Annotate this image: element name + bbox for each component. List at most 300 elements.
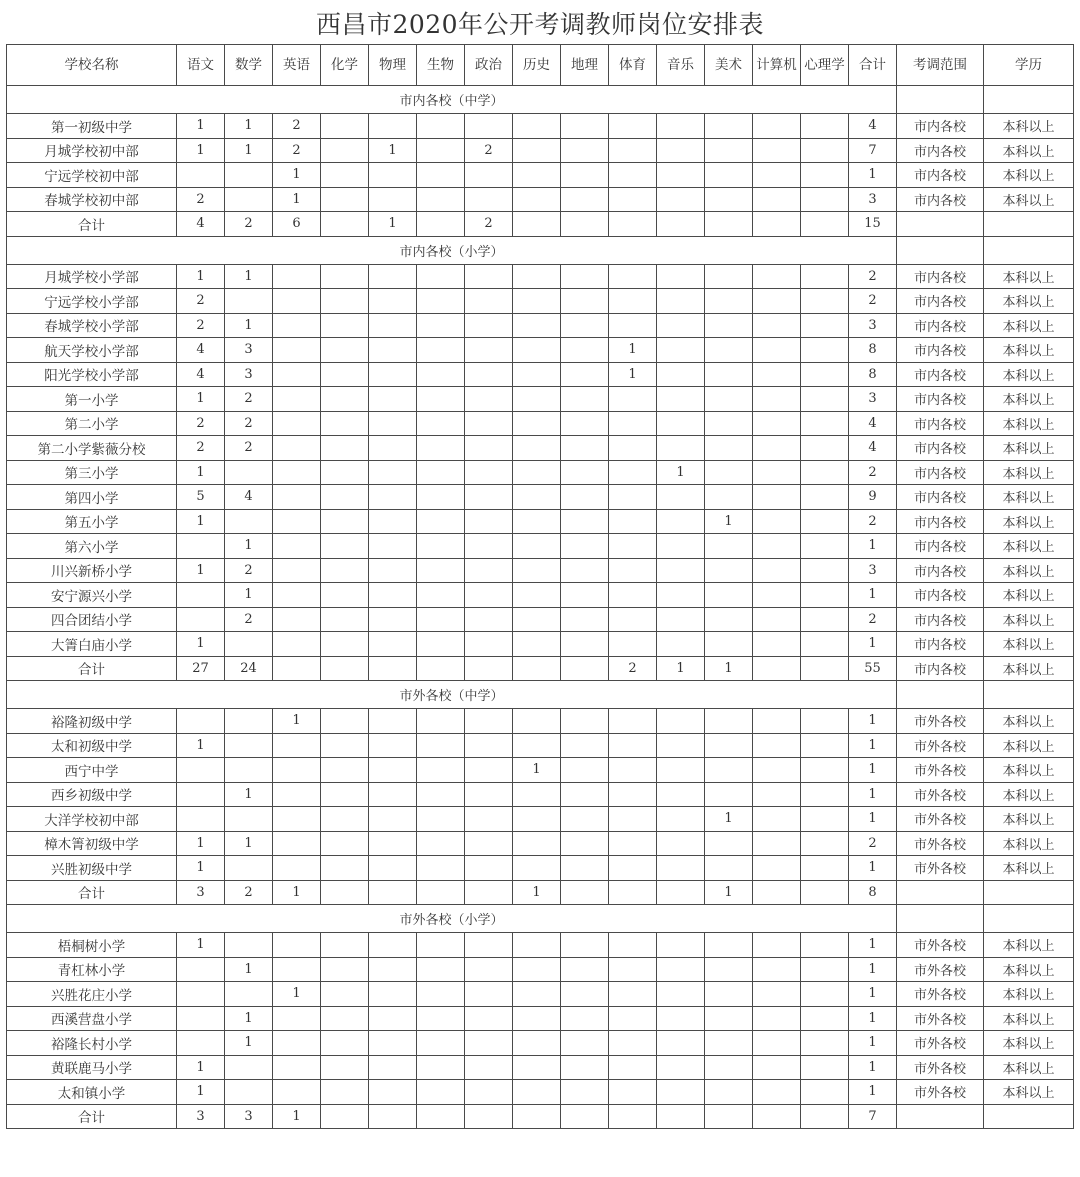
table-cell [753, 460, 801, 485]
column-header: 音乐 [657, 45, 705, 86]
table-cell [753, 387, 801, 412]
table-cell [321, 607, 369, 632]
table-cell: 7 [849, 138, 897, 163]
column-header: 美术 [705, 45, 753, 86]
table-cell [177, 957, 225, 982]
table-cell: 市内各校 [897, 289, 984, 314]
table-cell [273, 313, 321, 338]
table-cell: 市内各校 [897, 583, 984, 608]
table-row [7, 1080, 1074, 1105]
table-cell [273, 607, 321, 632]
table-cell [321, 558, 369, 583]
table-cell [273, 264, 321, 289]
table-cell [273, 831, 321, 856]
table-cell [705, 534, 753, 559]
table-cell [657, 313, 705, 338]
table-cell [561, 856, 609, 881]
table-cell: 本科以上 [984, 807, 1074, 832]
table-cell: 7 [849, 1104, 897, 1129]
table-cell: 1 [849, 1031, 897, 1056]
table-cell: 1 [273, 982, 321, 1007]
table-cell [417, 558, 465, 583]
table-cell [273, 485, 321, 510]
table-cell [513, 362, 561, 387]
table-cell [561, 289, 609, 314]
table-cell [753, 1080, 801, 1105]
table-cell [513, 138, 561, 163]
table-cell [657, 583, 705, 608]
table-cell: 1 [177, 632, 225, 657]
table-cell [465, 1104, 513, 1129]
table-row [7, 558, 1074, 583]
table-cell [513, 957, 561, 982]
table-cell: 本科以上 [984, 831, 1074, 856]
table-cell [705, 187, 753, 212]
table-cell [657, 387, 705, 412]
table-cell [561, 1080, 609, 1105]
table-cell: 本科以上 [984, 362, 1074, 387]
table-cell [657, 534, 705, 559]
table-cell: 24 [225, 656, 273, 681]
table-row [7, 583, 1074, 608]
table-cell [513, 1006, 561, 1031]
table-cell [753, 411, 801, 436]
table-cell: 1 [225, 264, 273, 289]
table-cell: 本科以上 [984, 733, 1074, 758]
table-row [7, 212, 1074, 237]
table-cell [513, 807, 561, 832]
table-cell: 2 [177, 436, 225, 461]
table-cell [561, 509, 609, 534]
table-cell [801, 362, 849, 387]
table-cell [561, 807, 609, 832]
table-cell: 2 [465, 138, 513, 163]
table-cell [513, 709, 561, 734]
table-cell: 4 [177, 212, 225, 237]
table-cell: 4 [849, 411, 897, 436]
table-cell: 2 [225, 436, 273, 461]
table-cell: 本科以上 [984, 460, 1074, 485]
table-cell [177, 534, 225, 559]
table-cell: 市外各校 [897, 933, 984, 958]
table-cell: 1 [849, 807, 897, 832]
table-cell: 市外各校 [897, 856, 984, 881]
table-row [7, 138, 1074, 163]
table-cell: 27 [177, 656, 225, 681]
table-cell: 1 [705, 509, 753, 534]
table-cell [273, 758, 321, 783]
table-cell: 1 [177, 1055, 225, 1080]
table-cell [513, 187, 561, 212]
table-cell: 8 [849, 880, 897, 905]
table-cell: 本科以上 [984, 957, 1074, 982]
table-cell [561, 607, 609, 632]
school-name-cell: 宁远学校小学部 [7, 289, 177, 314]
table-cell: 本科以上 [984, 289, 1074, 314]
table-cell [321, 758, 369, 783]
table-cell [369, 362, 417, 387]
table-cell [225, 163, 273, 188]
table-cell: 1 [177, 558, 225, 583]
empty-cell [897, 681, 984, 709]
table-cell: 市内各校 [897, 313, 984, 338]
table-cell [465, 656, 513, 681]
table-cell: 2 [225, 411, 273, 436]
table-row [7, 933, 1074, 958]
table-cell: 8 [849, 338, 897, 363]
table-cell [225, 982, 273, 1007]
table-cell [753, 313, 801, 338]
table-cell [705, 138, 753, 163]
table-cell [705, 558, 753, 583]
table-cell [705, 957, 753, 982]
table-cell [801, 558, 849, 583]
table-cell: 市内各校 [897, 558, 984, 583]
table-cell: 1 [177, 387, 225, 412]
table-cell [369, 733, 417, 758]
table-cell [465, 558, 513, 583]
table-cell [321, 338, 369, 363]
table-cell [321, 264, 369, 289]
table-cell [753, 583, 801, 608]
table-cell [321, 1080, 369, 1105]
table-cell [609, 436, 657, 461]
table-cell: 1 [513, 758, 561, 783]
table-cell [705, 289, 753, 314]
table-cell [657, 733, 705, 758]
table-cell [321, 163, 369, 188]
table-cell: 1 [177, 933, 225, 958]
table-cell [369, 856, 417, 881]
table-cell [561, 758, 609, 783]
school-name-cell: 川兴新桥小学 [7, 558, 177, 583]
table-cell: 1 [705, 807, 753, 832]
table-cell [321, 138, 369, 163]
table-cell [561, 163, 609, 188]
school-name-cell: 合计 [7, 212, 177, 237]
table-row [7, 387, 1074, 412]
table-cell [417, 264, 465, 289]
table-row [7, 485, 1074, 510]
table-cell: 1 [225, 534, 273, 559]
table-cell [465, 1006, 513, 1031]
column-header: 物理 [369, 45, 417, 86]
table-cell: 9 [849, 485, 897, 510]
table-cell [369, 264, 417, 289]
table-cell [417, 212, 465, 237]
table-cell: 1 [225, 313, 273, 338]
table-cell [273, 289, 321, 314]
table-cell: 1 [849, 982, 897, 1007]
table-cell [801, 114, 849, 139]
table-cell [417, 114, 465, 139]
table-cell: 3 [849, 387, 897, 412]
table-cell [417, 709, 465, 734]
table-cell [225, 807, 273, 832]
school-name-cell: 月城学校小学部 [7, 264, 177, 289]
table-cell [561, 1006, 609, 1031]
table-cell [657, 138, 705, 163]
table-cell [657, 807, 705, 832]
table-cell [417, 138, 465, 163]
table-cell: 3 [177, 1104, 225, 1129]
column-header: 计算机 [753, 45, 801, 86]
column-header: 生物 [417, 45, 465, 86]
table-cell [273, 534, 321, 559]
table-cell [705, 831, 753, 856]
table-cell: 市内各校 [897, 114, 984, 139]
table-cell [417, 782, 465, 807]
table-cell [561, 1055, 609, 1080]
column-header: 学历 [984, 45, 1074, 86]
table-cell [753, 632, 801, 657]
table-cell [465, 1031, 513, 1056]
table-cell [561, 1031, 609, 1056]
table-cell [753, 758, 801, 783]
table-cell: 2 [849, 831, 897, 856]
school-name-cell: 青杠林小学 [7, 957, 177, 982]
table-cell [753, 338, 801, 363]
table-cell [465, 114, 513, 139]
table-cell [465, 338, 513, 363]
table-cell [321, 289, 369, 314]
table-cell [417, 362, 465, 387]
table-cell [561, 138, 609, 163]
table-cell [369, 957, 417, 982]
table-cell [513, 831, 561, 856]
table-cell: 市外各校 [897, 1006, 984, 1031]
table-cell [177, 1006, 225, 1031]
table-row [7, 632, 1074, 657]
table-cell [273, 656, 321, 681]
school-name-cell: 西乡初级中学 [7, 782, 177, 807]
school-name-cell: 裕隆初级中学 [7, 709, 177, 734]
table-cell [609, 187, 657, 212]
table-cell [417, 411, 465, 436]
table-cell: 1 [849, 1006, 897, 1031]
table-cell [753, 982, 801, 1007]
table-cell [273, 1080, 321, 1105]
table-cell: 1 [177, 509, 225, 534]
table-cell [753, 1006, 801, 1031]
table-cell [801, 1031, 849, 1056]
table-cell [417, 856, 465, 881]
table-cell: 1 [273, 163, 321, 188]
table-cell [801, 1055, 849, 1080]
table-cell [513, 534, 561, 559]
table-cell: 市内各校 [897, 607, 984, 632]
table-cell [561, 632, 609, 657]
section-header-row [7, 905, 1074, 933]
school-name-cell: 第二小学紫薇分校 [7, 436, 177, 461]
table-cell: 1 [849, 933, 897, 958]
table-cell: 市内各校 [897, 534, 984, 559]
table-cell: 2 [465, 212, 513, 237]
school-name-cell: 航天学校小学部 [7, 338, 177, 363]
table-cell [801, 289, 849, 314]
table-row [7, 338, 1074, 363]
table-cell: 本科以上 [984, 411, 1074, 436]
table-cell [657, 114, 705, 139]
table-cell: 本科以上 [984, 534, 1074, 559]
table-cell [417, 187, 465, 212]
table-cell [513, 1055, 561, 1080]
table-cell [753, 509, 801, 534]
table-cell [273, 338, 321, 363]
table-cell [465, 411, 513, 436]
table-cell: 1 [705, 880, 753, 905]
table-cell [369, 583, 417, 608]
table-cell [465, 856, 513, 881]
table-cell [273, 957, 321, 982]
school-name-cell: 第二小学 [7, 411, 177, 436]
table-cell [369, 187, 417, 212]
table-cell: 本科以上 [984, 709, 1074, 734]
table-cell [561, 362, 609, 387]
table-cell: 2 [225, 558, 273, 583]
table-cell [225, 632, 273, 657]
table-cell: 市内各校 [897, 632, 984, 657]
table-cell [417, 534, 465, 559]
table-cell [417, 982, 465, 1007]
school-name-cell: 春城学校小学部 [7, 313, 177, 338]
table-cell [705, 733, 753, 758]
table-cell [657, 856, 705, 881]
table-cell: 本科以上 [984, 313, 1074, 338]
table-cell: 1 [849, 733, 897, 758]
table-cell [465, 387, 513, 412]
table-cell: 4 [849, 114, 897, 139]
table-cell [369, 509, 417, 534]
table-cell [513, 733, 561, 758]
table-cell [801, 187, 849, 212]
table-cell: 1 [849, 1080, 897, 1105]
table-cell: 市外各校 [897, 1055, 984, 1080]
table-cell [657, 982, 705, 1007]
table-row [7, 758, 1074, 783]
table-cell [609, 212, 657, 237]
table-cell: 本科以上 [984, 436, 1074, 461]
table-cell [609, 709, 657, 734]
table-cell [705, 436, 753, 461]
table-cell: 1 [609, 362, 657, 387]
table-cell [513, 289, 561, 314]
table-cell [417, 436, 465, 461]
table-cell: 本科以上 [984, 632, 1074, 657]
table-cell [657, 782, 705, 807]
table-cell [984, 212, 1074, 237]
table-cell [321, 957, 369, 982]
table-cell: 5 [177, 485, 225, 510]
table-cell [561, 485, 609, 510]
table-cell [609, 534, 657, 559]
table-cell [561, 436, 609, 461]
table-cell: 本科以上 [984, 558, 1074, 583]
table-cell [657, 758, 705, 783]
table-row [7, 163, 1074, 188]
table-cell [417, 933, 465, 958]
table-cell [369, 933, 417, 958]
table-cell [513, 436, 561, 461]
table-cell: 1 [225, 831, 273, 856]
table-cell [657, 933, 705, 958]
table-cell [513, 1031, 561, 1056]
table-cell [513, 338, 561, 363]
section-title: 市外各校（小学） [7, 905, 897, 933]
section-header-row [7, 236, 1074, 264]
table-cell: 4 [177, 362, 225, 387]
table-cell [801, 632, 849, 657]
table-cell [273, 1031, 321, 1056]
table-cell [801, 387, 849, 412]
table-cell [561, 709, 609, 734]
empty-cell [984, 86, 1074, 114]
table-cell: 1 [849, 534, 897, 559]
table-cell [369, 338, 417, 363]
table-cell [801, 485, 849, 510]
table-cell [705, 709, 753, 734]
table-cell [369, 709, 417, 734]
column-header: 历史 [513, 45, 561, 86]
table-cell [561, 187, 609, 212]
table-cell: 本科以上 [984, 656, 1074, 681]
table-cell [225, 733, 273, 758]
table-cell: 1 [177, 856, 225, 881]
table-cell [465, 264, 513, 289]
table-cell [801, 264, 849, 289]
table-cell: 1 [369, 138, 417, 163]
table-cell [273, 460, 321, 485]
table-cell [609, 782, 657, 807]
table-cell [513, 313, 561, 338]
table-cell [657, 163, 705, 188]
column-header: 数学 [225, 45, 273, 86]
table-cell: 本科以上 [984, 509, 1074, 534]
table-cell [561, 733, 609, 758]
column-header: 考调范围 [897, 45, 984, 86]
table-cell: 1 [225, 957, 273, 982]
table-cell [609, 289, 657, 314]
table-cell [609, 114, 657, 139]
table-cell: 市内各校 [897, 138, 984, 163]
table-cell [657, 957, 705, 982]
table-cell: 市外各校 [897, 807, 984, 832]
table-cell [321, 583, 369, 608]
table-row [7, 460, 1074, 485]
table-cell [513, 411, 561, 436]
table-cell [657, 362, 705, 387]
table-cell: 本科以上 [984, 1080, 1074, 1105]
table-cell [609, 1031, 657, 1056]
table-cell: 1 [273, 187, 321, 212]
table-cell [753, 534, 801, 559]
table-cell [801, 1080, 849, 1105]
table-cell: 1 [657, 460, 705, 485]
table-cell [561, 212, 609, 237]
table-cell: 4 [225, 485, 273, 510]
table-row [7, 1031, 1074, 1056]
table-cell [225, 289, 273, 314]
table-cell [657, 338, 705, 363]
table-cell [321, 362, 369, 387]
table-cell [273, 807, 321, 832]
table-cell [984, 880, 1074, 905]
table-cell [273, 509, 321, 534]
table-cell [369, 114, 417, 139]
table-cell [753, 485, 801, 510]
table-cell [657, 289, 705, 314]
table-cell [609, 1104, 657, 1129]
